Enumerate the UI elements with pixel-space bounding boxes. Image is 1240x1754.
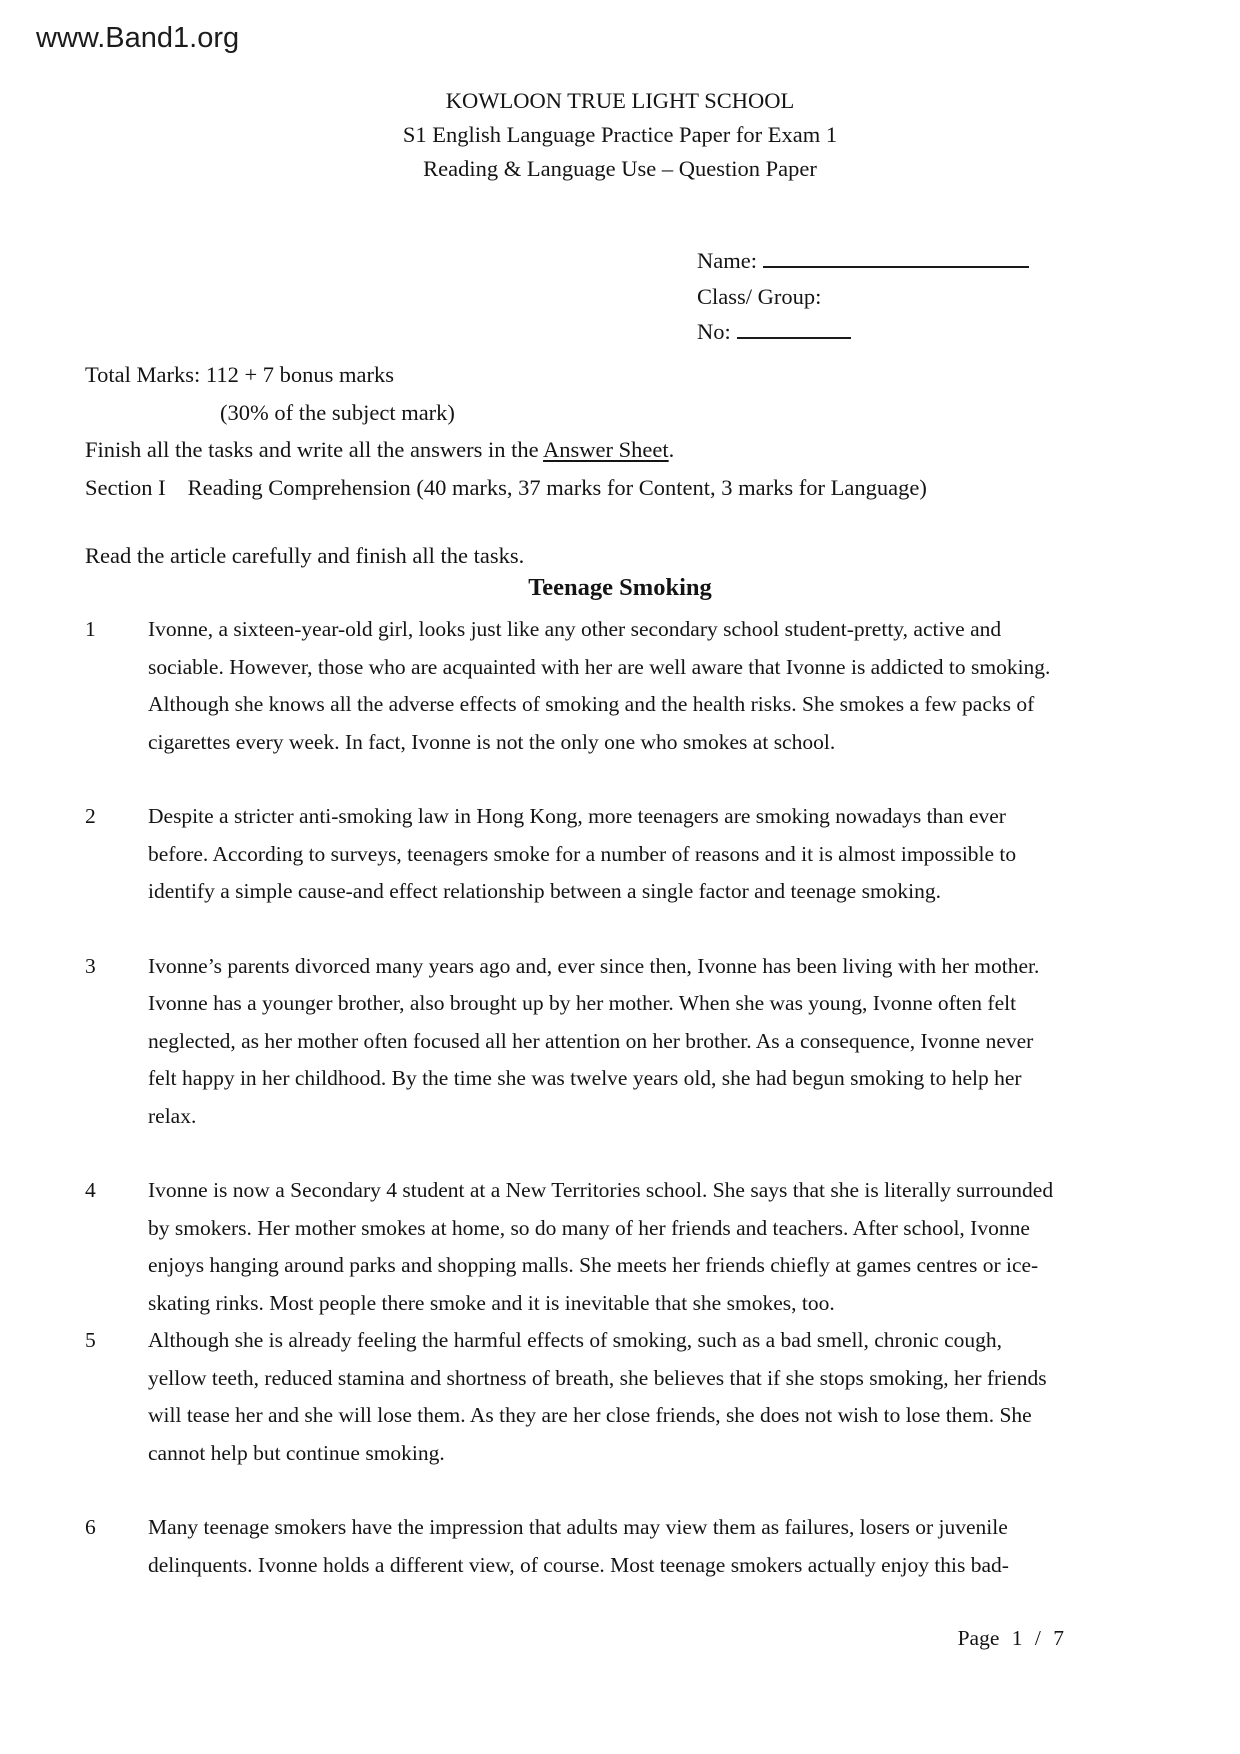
section-heading xyxy=(85,469,927,507)
no-line xyxy=(697,314,1029,350)
paragraph-2 xyxy=(85,798,1063,911)
paragraph-text: Ivonne’s parents divorced many years ago and, ever since then, Ivonne has been living with her mother. Ivonne has a younger brother, also brought up by her mother. When she was young, Ivonne often felt neglected, as her mother often focused all her attention on her brother. As a consequence, Ivonne never felt happy in her childhood. By the time she was twelve years old, she had begun smoking to help her relax. xyxy=(148,953,1040,1128)
article-title: Teenage Smoking xyxy=(528,574,712,601)
section-label: Section I xyxy=(85,474,166,500)
subject-mark-note: (30% of the subject mark) xyxy=(220,399,455,425)
paragraph-3 xyxy=(85,948,1063,1136)
answer-sheet-reference: Answer Sheet xyxy=(543,437,669,463)
total-marks-line: Total Marks: 112 + 7 bonus marks xyxy=(85,362,395,387)
document-header xyxy=(0,84,1240,186)
class-group-line xyxy=(697,279,1029,315)
paragraph-number: 1 xyxy=(85,617,96,641)
paragraph-5 xyxy=(85,1322,1063,1472)
paragraph-text: Ivonne, a sixteen-year-old girl, looks just like any other secondary school student-pretty, active and sociable. However, those who are acquainted with her are well aware that Ivonne is addicted to smoking. Although she knows all the adverse effects of smoking and the health risks. She smokes a few packs of cigarettes every week. In fact, Ivonne is not the only one who smokes at school. xyxy=(148,617,1051,754)
section-description: Reading Comprehension (40 marks, 37 marks for Content, 3 marks for Language) xyxy=(187,474,927,500)
no-label: No: xyxy=(697,319,731,344)
paragraph-number: 3 xyxy=(85,953,96,978)
paragraph-number: 5 xyxy=(85,1328,96,1352)
name-line xyxy=(697,243,1029,279)
school-name: KOWLOON TRUE LIGHT SCHOOL xyxy=(445,88,795,113)
student-info-block xyxy=(697,243,1029,350)
paragraph-text: Despite a stricter anti-smoking law in Hong Kong, more teenagers are smoking nowadays than ever before. According to surveys, teenagers smoke for a number of reasons and it is almost impossible to identify a simple cause-and effect relationship between a single factor and teenage smoking. xyxy=(148,804,1017,903)
finish-instruction-line xyxy=(85,431,927,469)
paragraph-text: Ivonne is now a Secondary 4 student at a New Territories school. She says that she is literally surrounded by smokers. Her mother smokes at home, so do many of her friends and teachers. After school, Ivonne enjoys hanging around parks and shopping malls. She meets her friends chiefly at games centres or ice-skating rinks. Most people there smoke and it is inevitable that she smokes, too. xyxy=(148,1178,1054,1315)
name-label: Name: xyxy=(697,248,757,273)
paper-title: S1 English Language Practice Paper for Exam 1 xyxy=(402,122,838,147)
finish-instruction-suffix: . xyxy=(668,437,675,463)
paragraph-text: Many teenage smokers have the impression that adults may view them as failures, losers or juvenile delinquents. Ivonne holds a different view, of course. Most teenage smokers actually enjoy this bad- xyxy=(148,1515,1009,1577)
page-number: Page 1 / 7 xyxy=(957,1626,1064,1650)
paragraph-4 xyxy=(85,1172,1063,1322)
paragraph-text: Although she is already feeling the harmful effects of smoking, such as a bad smell, chronic cough, yellow teeth, reduced stamina and shortness of breath, she believes that if she stops smoking, her friends will tease her and she will lose them. As they are her close friends, she does not wish to lose them. She cannot help but continue smoking. xyxy=(148,1328,1047,1465)
paper-subtitle: Reading & Language Use – Question Paper xyxy=(423,156,817,181)
paragraph-number: 4 xyxy=(85,1178,96,1202)
class-group-label: Class/ Group: xyxy=(697,283,822,309)
paragraph-number: 2 xyxy=(85,804,96,828)
finish-instruction-prefix: Finish all the tasks and write all the answers in the xyxy=(85,437,544,463)
read-instruction: Read the article carefully and finish all the tasks. xyxy=(85,543,525,568)
paragraph-number: 6 xyxy=(85,1515,96,1539)
name-blank-field xyxy=(763,246,1029,268)
article-body xyxy=(85,611,1063,1621)
paragraph-6 xyxy=(85,1509,1063,1584)
no-blank-field xyxy=(737,317,851,339)
watermark-url: www.Band1.org xyxy=(36,22,240,54)
paragraph-1 xyxy=(85,611,1063,761)
exam-instructions xyxy=(85,356,927,506)
